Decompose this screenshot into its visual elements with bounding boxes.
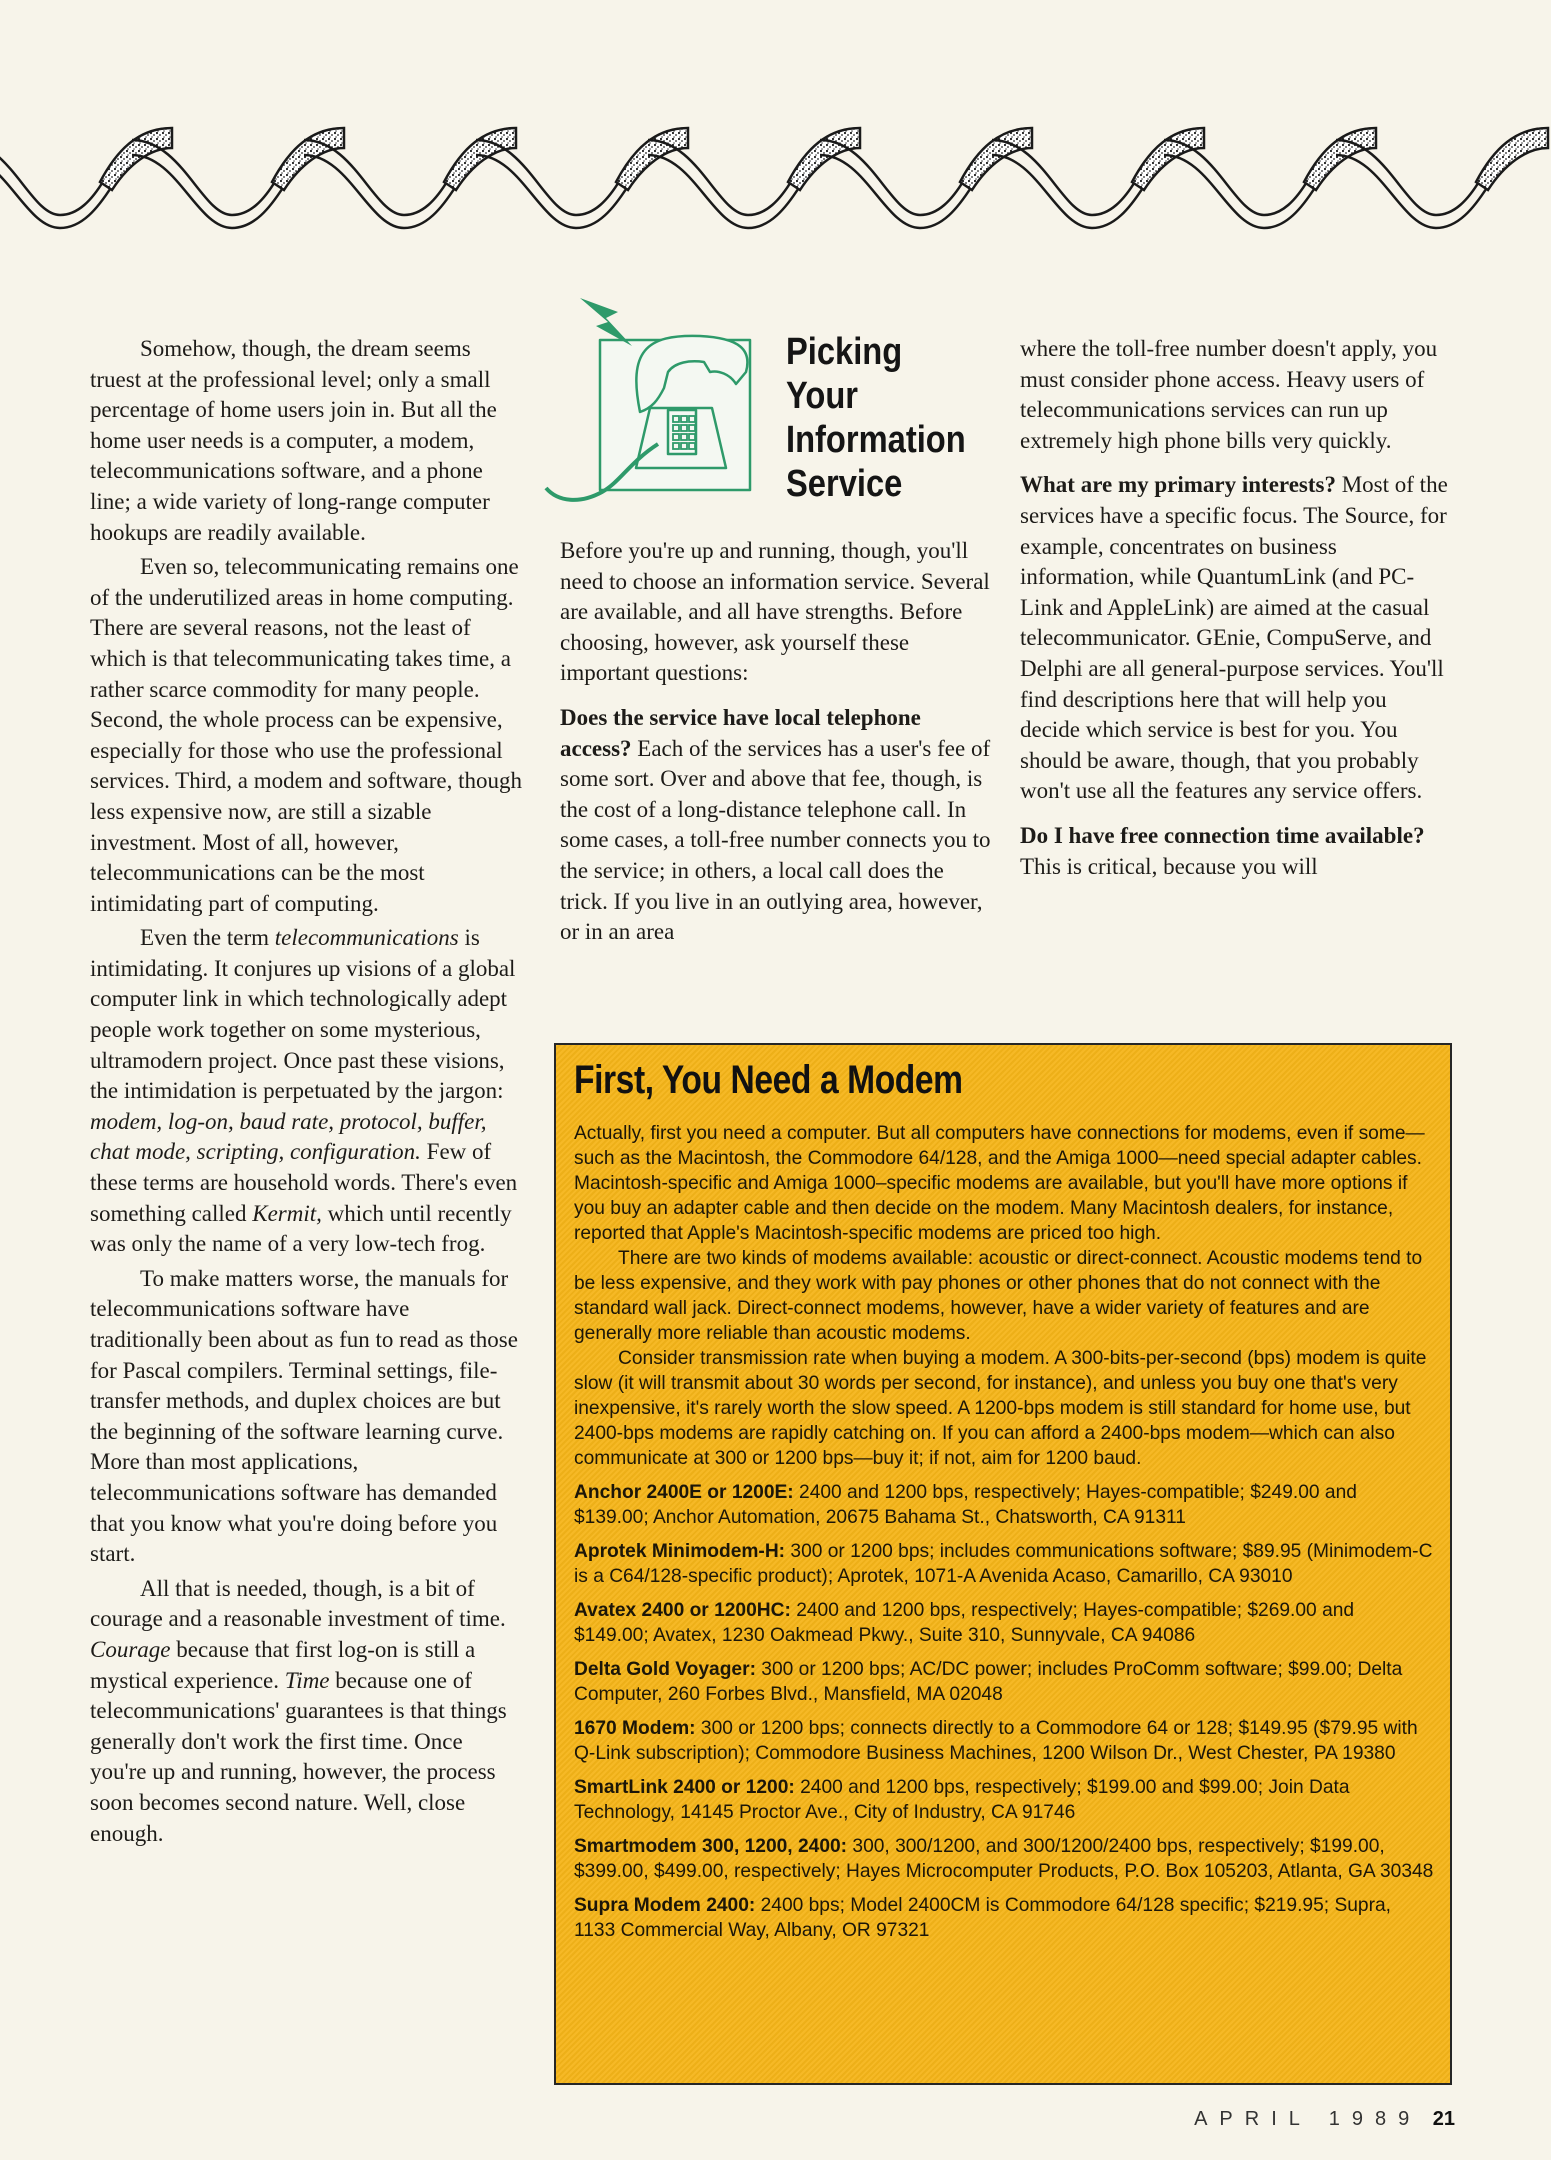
article-column-1 (90, 334, 522, 1853)
ribbon-banner (0, 120, 1551, 240)
question-paragraph: Do I have free connection time available? This is critical, because you will (1020, 822, 1425, 879)
section-heading: Picking Your Information Service (786, 331, 966, 505)
article-column-2 (560, 536, 992, 952)
modem-listing: SmartLink 2400 or 1200: 2400 and 1200 bps, respectively; $199.00 and $99.00; Join Data Technology, 14145 Proctor Ave., City of Industry, CA 91746 (574, 1777, 1350, 1823)
question-paragraph: Does the service have local telephone access? Each of the services has a user's fee of some sort. Over and above that fee, though, is the cost of a long-distance telephone call. In some cases, a toll-free number connects you to the service; in others, a local call does the trick. If you live in an outlying area, however, or in an area (560, 704, 991, 945)
paragraph: Even so, telecommunicating remains one of the underutilized areas in home computing. There are several reasons, not the least of which is that telecommunicating takes time, a rather scarce commodity for many people. Second, the whole process can be expensive, especially for those who use the professional services. Third, a modem and software, though less expensive now, are still a sizable investment. Most of all, however, telecommunications can be the most intimidating part of computing. (90, 554, 522, 916)
paragraph: To make matters worse, the manuals for telecommunications software have traditionally been about as fun to read as those for Pascal compilers. Terminal settings, file-transfer methods, and duplex choices are but the beginning of the software learning curve. More than most applications, telecommunications software has demanded that you know what you're doing before you start. (90, 1265, 518, 1567)
modem-listing: Smartmodem 300, 1200, 2400: 300, 300/1200, and 300/1200/2400 bps, respectively; $199.00, $399.00, $499.00, respectively; Hayes Microcomputer Products, P.O. Box 105203, Atlanta, GA 30348 (574, 1836, 1434, 1882)
modem-listing: Supra Modem 2400: 2400 bps; Model 2400CM is Commodore 64/128 specific; $219.95; Supra, 1133 Commercial Way, Albany, OR 97321 (574, 1895, 1391, 1941)
page-number: 21 (1432, 2108, 1455, 2130)
modem-listing: Aprotek Minimodem-H: 300 or 1200 bps; includes communications software; $89.95 (Minimodem-C is a C64/128-specific product); Aprotek, 1071-A Avenida Acaso, Camarillo, CA 93010 (574, 1541, 1433, 1587)
article-column-3 (1020, 334, 1448, 886)
telephone-icon (540, 292, 780, 532)
modem-listing: Avatex 2400 or 1200HC: 2400 and 1200 bps, respectively; Hayes-compatible; $269.00 and $149.00; Avatex, 1230 Oakmead Pkwy., Suite 310, Sunnyvale, CA 94086 (574, 1600, 1355, 1646)
modem-listing: 1670 Modem: 300 or 1200 bps; connects directly to a Commodore 64 or 128; $149.95 ($79.95 with Q-Link subscription); Commodore Business Machines, 1200 Wilson Dr., West Chester, PA 19380 (574, 1718, 1418, 1764)
modem-sidebar (554, 1043, 1452, 2085)
sidebar-paragraph: There are two kinds of modems available: acoustic or direct-connect. Acoustic modems tend to be less expensive, and they work with pay phones or other phones that do not connect with the standard wall jack. Direct-connect modems, however, have a wider variety of features and are generally more reliable than acoustic modems. (574, 1248, 1423, 1344)
paragraph: Before you're up and running, though, you'll need to choose an information service. Several are available, and all have strengths. Before choosing, however, ask yourself these important questions: (560, 538, 990, 686)
issue-date: APRIL 1989 (1194, 2108, 1422, 2130)
page-footer (1194, 2108, 1455, 2131)
sidebar-paragraph: Consider transmission rate when buying a modem. A 300-bits-per-second (bps) modem is quite slow (it will transmit about 30 words per second, for instance), and unless you buy one that's very inexpensive, it's rarely worth the slow speed. A 1200-bps modem is still standard for home use, but 2400-bps modems are rapidly catching on. If you can afford a 2400-bps modem—which can also communicate at 300 or 1200 bps—buy it; if not, aim for 1200 baud. (574, 1348, 1427, 1469)
sidebar-paragraph: Actually, first you need a computer. But all computers have connections for modems, even if some—such as the Macintosh, the Commodore 64/128, and the Amiga 1000—need special adapter cables. Macintosh-specific and Amiga 1000–specific modems are available, but you'll have more options if you buy an adapter cable and then decide on the modem. Many Macintosh dealers, for instance, reported that Apple's Macintosh-specific modems are priced too high. (574, 1123, 1425, 1244)
paragraph: Even the term telecommunications is intimidating. It conjures up visions of a global computer link in which technologically adept people work together on some mysterious, ultramodern project. Once past these visions, the intimidation is perpetuated by the jargon: modem, log-on, baud rate, protocol, buffer, chat mode, scripting, configuration. Few of these terms are household words. There's even something called Kermit, which until recently was only the name of a very low-tech frog. (90, 925, 518, 1257)
modem-listing: Delta Gold Voyager: 300 or 1200 bps; AC/DC power; includes ProComm software; $99.00; Delta Computer, 260 Forbes Blvd., Mansfield, MA 02048 (574, 1659, 1403, 1705)
paragraph: Somehow, though, the dream seems truest at the professional level; only a small percentage of home users join in. But all the home user needs is a computer, a modem, telecommunications software, and a phone line; a wide variety of long-range computer hookups are readily available. (90, 336, 497, 545)
sidebar-title: First, You Need a Modem (574, 1058, 963, 1102)
paragraph: All that is needed, though, is a bit of courage and a reasonable investment of time. Courage because that first log-on is still a mystical experience. Time because one of telecommunications' guarantees is that things generally don't work the first time. Once you're up and running, however, the process soon becomes second nature. Well, close enough. (90, 1575, 507, 1846)
modem-listing: Anchor 2400E or 1200E: 2400 and 1200 bps, respectively; Hayes-compatible; $249.00 and $139.00; Anchor Automation, 20675 Bahama St., Chatsworth, CA 91311 (574, 1482, 1357, 1528)
paragraph: where the toll-free number doesn't apply, you must consider phone access. Heavy users of telecommunications services can run up extremely high phone bills very quickly. (1020, 336, 1438, 453)
question-paragraph: What are my primary interests? Most of the services have a specific focus. The Source, for example, concentrates on business information, while QuantumLink (and PC-Link and AppleLink) are aimed at the casual telecommunicator. GEnie, CompuServe, and Delphi are all general-purpose services. You'll find descriptions here that will help you decide which service is best for you. You should be aware, though, that you probably won't use all the features any service offers. (1020, 472, 1448, 804)
